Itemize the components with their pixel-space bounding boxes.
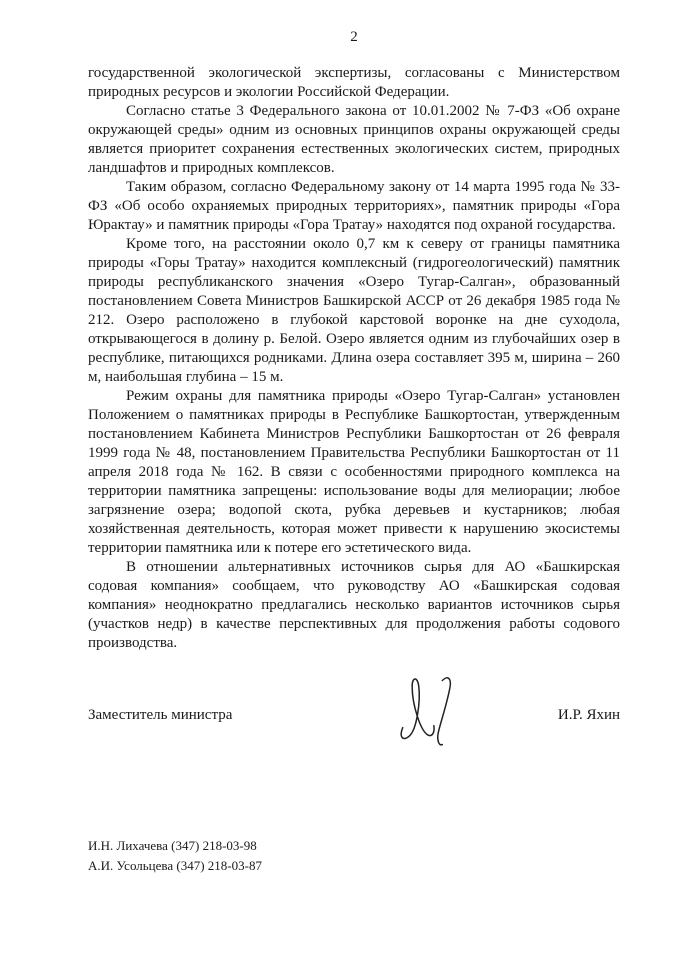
signature-block bbox=[88, 673, 620, 758]
paragraph-federal-law-7fz: Согласно статье 3 Федерального закона от 10.01.2002 № 7-ФЗ «Об охране окружающей среды» одним из основных принципов охраны окружающей среды является приоритет сохранения естественных экологических систем, природных ландшафтов и природных комплексов. bbox=[88, 103, 620, 176]
paragraph-expertise-agreement: государственной экологической экспертизы, согласованы с Министерством природных ресурсов и экологии Российской Федерации. bbox=[88, 65, 620, 100]
signer-title: Заместитель министра bbox=[88, 707, 233, 723]
paragraph-protection-regime: Режим охраны для памятника природы «Озеро Тугар-Салган» установлен Положением о памятниках природы в Республике Башкортостан, утвержденным постановлением Кабинета Министров Республики Башкортостан от 26 февраля 1999 года № 48, постановлением Правительства Республики Башкортостан от 11 апреля 2018 года № 162. В связи с особенностями природного комплекса на территории памятника запрещены: использование воды для мелиорации; любое загрязнение озера; водопой скота, рубка деревьев и кустарников; любая хозяйственная деятельность, которая может привести к нарушению экосистемы территории памятника или к потере его эстетического вида. bbox=[88, 388, 620, 556]
paragraph-lake-tugar-salgan: Кроме того, на расстоянии около 0,7 км к северу от границы памятника природы «Горы Тратау» находится комплексный (гидрогеологический) памятник природы республиканского значения «Озеро Тугар-Салган», образованный постановлением Совета Министров Башкирской АССР от 26 декабря 1985 года № 212. Озеро расположено в глубокой карстовой воронке на дне суходола, открывающегося в долину р. Белой. Озеро является одним из глубочайших озер в республике, питающихся родниками. Длина озера составляет 395 м, ширина – 260 м, наибольшая глубина – 15 м. bbox=[88, 236, 620, 385]
handwritten-signature bbox=[398, 672, 464, 759]
letter-body bbox=[88, 64, 620, 653]
paragraph-federal-law-33fz: Таким образом, согласно Федеральному закону от 14 марта 1995 года № 33-ФЗ «Об особо охраняемых природных территориях», памятник природы «Гора Юрактау» и памятник природы «Гора Тратау» находятся под охраной государства. bbox=[88, 179, 620, 233]
page-number: 2 bbox=[350, 29, 358, 45]
signature-icon bbox=[398, 672, 464, 754]
paragraph-alternative-sources: В отношении альтернативных источников сырья для АО «Башкирская содовая компания» сообщаем, что руководству АО «Башкирская содовая компания» неоднократно предлагались несколько вариантов источников сырья (участков недр) в качестве перспективных для продолжения работы содового производства. bbox=[88, 559, 620, 651]
contact-line: А.И. Усольцева (347) 218-03-87 bbox=[88, 858, 262, 873]
signer-name: И.Р. Яхин bbox=[557, 707, 620, 723]
contact-line: И.Н. Лихачева (347) 218-03-98 bbox=[88, 838, 257, 853]
contacts-footer bbox=[88, 836, 620, 876]
